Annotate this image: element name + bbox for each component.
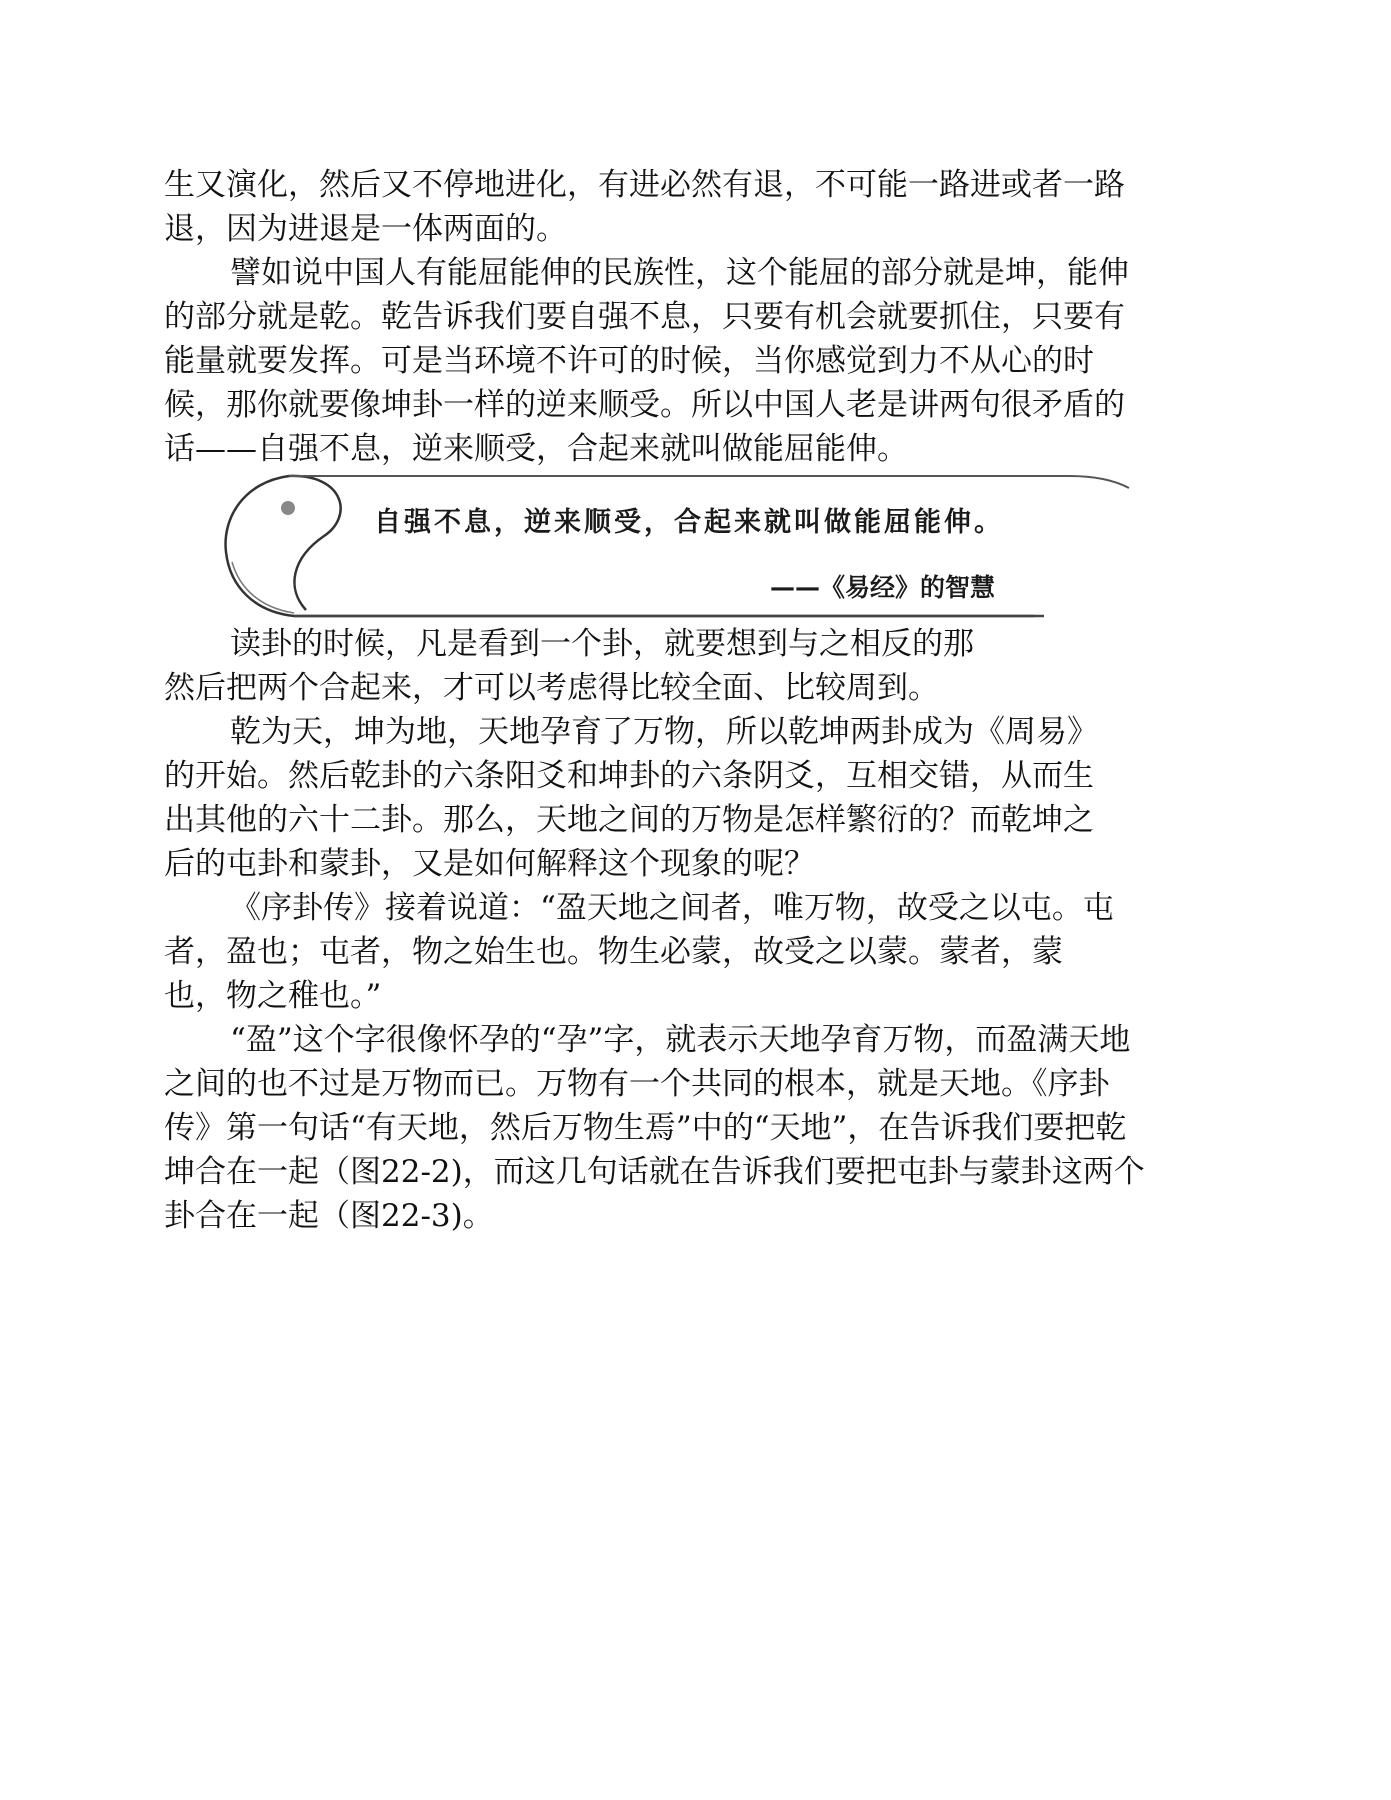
quote-callout — [214, 470, 1144, 620]
text-line: 出其他的六十二卦。那么，天地之间的万物是怎样繁衍的？而乾坤之 — [164, 802, 1094, 838]
text-line: 卦合在一起（图22-3)。 — [164, 1198, 494, 1234]
text-line: 的部分就是乾。乾告诉我们要自强不息，只要有机会就要抓住，只要有 — [164, 299, 1125, 335]
text-block-bottom — [164, 666, 1224, 1238]
text-line: 的开始。然后乾卦的六条阳爻和坤卦的六条阴爻，互相交错，从而生 — [164, 758, 1094, 794]
text-line: 譬如说中国人有能屈能伸的民族性，这个能屈的部分就是坤，能伸 — [230, 255, 1129, 291]
text-line: 《序卦传》接着说道：“盈天地之间者，唯万物，故受之以屯。屯 — [230, 890, 1114, 926]
text-line: 后的屯卦和蒙卦，又是如何解释这个现象的呢？ — [164, 846, 815, 882]
text-line: 之间的也不过是万物而已。万物有一个共同的根本，就是天地。《序卦 — [164, 1066, 1110, 1102]
text-line: 坤合在一起（图22-2)，而这几句话就在告诉我们要把屯卦与蒙卦这两个 — [164, 1154, 1145, 1190]
text-line: 传》第一句话“有天地，然后万物生焉”中的“天地”，在告诉我们要把乾 — [164, 1110, 1127, 1146]
text-line: 退，因为进退是一体两面的。 — [164, 211, 567, 247]
clipped-text-line-container — [164, 622, 1024, 666]
text-line: 候，那你就要像坤卦一样的逆来顺受。所以中国人老是讲两句很矛盾的 — [164, 387, 1125, 423]
text-block-top — [164, 163, 1224, 471]
text-line: 乾为天，坤为地，天地孕育了万物，所以乾坤两卦成为《周易》 — [230, 714, 1098, 750]
callout-quote: 自强不息，逆来顺受，合起来就叫做能屈能伸。 — [374, 507, 1004, 538]
text-line: 也，物之稚也。” — [164, 978, 382, 1014]
text-line: 者，盈也；屯者，物之始生也。物生必蒙，故受之以蒙。蒙者，蒙 — [164, 934, 1063, 970]
callout-source: ——《易经》的智慧 — [770, 573, 996, 602]
text-line: 读卦的时候，凡是看到一个卦，就要想到与之相反的那 — [230, 626, 974, 662]
text-line: 能量就要发挥。可是当环境不许可的时候，当你感觉到力不从心的时 — [164, 343, 1094, 379]
text-line: “盈”这个字很像怀孕的“孕”字，就表示天地孕育万物，而盈满天地 — [230, 1022, 1131, 1058]
text-line: 然后把两个合起来，才可以考虑得比较全面、比较周到。 — [164, 670, 939, 706]
text-line: 话——自强不息，逆来顺受，合起来就叫做能屈能伸。 — [164, 431, 908, 467]
text-line: 生又演化，然后又不停地进化，有进必然有退，不可能一路进或者一路 — [164, 167, 1125, 203]
